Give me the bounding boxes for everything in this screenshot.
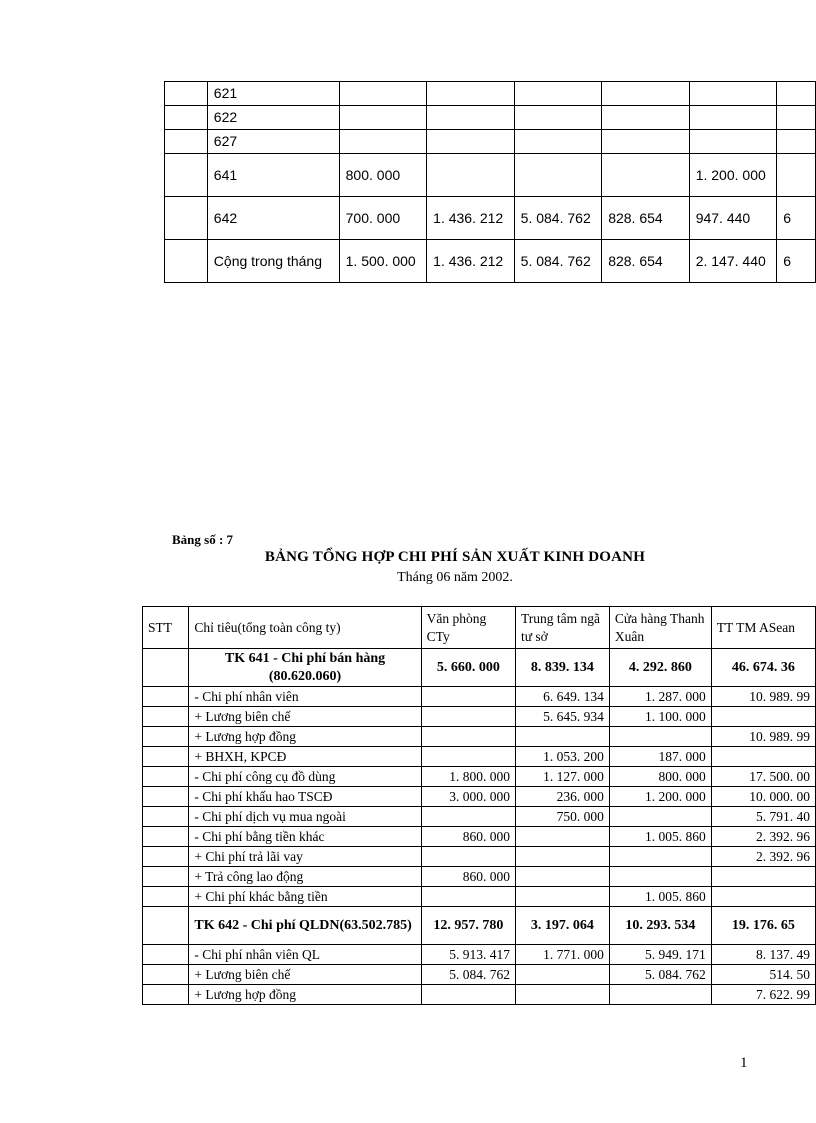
table-row bbox=[165, 82, 816, 106]
table-cell: 1. 436. 212 bbox=[427, 240, 515, 283]
account-cell: 642 bbox=[207, 197, 339, 240]
value-cell bbox=[609, 867, 711, 887]
table-cell bbox=[143, 807, 189, 827]
value-cell: 860. 000 bbox=[421, 867, 515, 887]
table-row bbox=[143, 965, 816, 985]
value-cell bbox=[609, 985, 711, 1005]
value-cell: 5. 645. 934 bbox=[515, 707, 609, 727]
value-cell: 1. 005. 860 bbox=[609, 887, 711, 907]
row-label: + Trả công lao động bbox=[189, 867, 421, 887]
value-cell bbox=[421, 707, 515, 727]
value-cell: 1. 800. 000 bbox=[421, 767, 515, 787]
table-cell bbox=[165, 82, 208, 106]
value-cell: 1. 771. 000 bbox=[515, 945, 609, 965]
table-row bbox=[143, 887, 816, 907]
table-cell: 828. 654 bbox=[602, 240, 690, 283]
value-cell: 2. 392. 96 bbox=[711, 827, 815, 847]
table-caption: Bảng số : 7 bbox=[172, 532, 234, 547]
table-cell bbox=[143, 965, 189, 985]
table-cell: 5. 084. 762 bbox=[514, 240, 602, 283]
value-cell: 7. 622. 99 bbox=[711, 985, 815, 1005]
value-cell: 750. 000 bbox=[515, 807, 609, 827]
row-label: TK 642 - Chi phí QLDN(63.502.785) bbox=[189, 907, 421, 945]
value-cell bbox=[609, 727, 711, 747]
table-row bbox=[143, 727, 816, 747]
table-cell: 800. 000 bbox=[339, 154, 427, 197]
table-cell bbox=[777, 106, 816, 130]
table-header-row bbox=[143, 607, 816, 649]
value-cell: 12. 957. 780 bbox=[421, 907, 515, 945]
value-cell: 17. 500. 00 bbox=[711, 767, 815, 787]
value-cell: 5. 660. 000 bbox=[421, 649, 515, 687]
table-row bbox=[143, 707, 816, 727]
table-cell bbox=[427, 106, 515, 130]
value-cell: 8. 839. 134 bbox=[515, 649, 609, 687]
table-cell bbox=[143, 727, 189, 747]
value-cell: 5. 084. 762 bbox=[609, 965, 711, 985]
table-cell bbox=[143, 887, 189, 907]
value-cell bbox=[711, 747, 815, 767]
table-cell bbox=[427, 82, 515, 106]
value-cell bbox=[609, 847, 711, 867]
row-label: - Chi phí dịch vụ mua ngoài bbox=[189, 807, 421, 827]
value-cell bbox=[711, 887, 815, 907]
value-cell: 1. 200. 000 bbox=[609, 787, 711, 807]
table-cell: 947. 440 bbox=[689, 197, 777, 240]
value-cell: 236. 000 bbox=[515, 787, 609, 807]
table-row bbox=[143, 827, 816, 847]
production-cost-summary-table bbox=[142, 606, 816, 1005]
row-label: + BHXH, KPCĐ bbox=[189, 747, 421, 767]
value-cell: 46. 674. 36 bbox=[711, 649, 815, 687]
table-cell: 1. 436. 212 bbox=[427, 197, 515, 240]
table-cell bbox=[143, 827, 189, 847]
table-cell: 6 bbox=[777, 240, 816, 283]
value-cell: 3. 197. 064 bbox=[515, 907, 609, 945]
table-cell bbox=[427, 154, 515, 197]
table-cell bbox=[689, 82, 777, 106]
value-cell bbox=[515, 727, 609, 747]
header-office: Văn phòng CTy bbox=[421, 607, 515, 649]
row-label: - Chi phí công cụ đồ dùng bbox=[189, 767, 421, 787]
row-label: + Lương biên chế bbox=[189, 707, 421, 727]
value-cell: 800. 000 bbox=[609, 767, 711, 787]
value-cell: 1. 100. 000 bbox=[609, 707, 711, 727]
value-cell bbox=[421, 747, 515, 767]
table-cell bbox=[143, 649, 189, 687]
table-row bbox=[143, 747, 816, 767]
value-cell: 3. 000. 000 bbox=[421, 787, 515, 807]
account-cell: Cộng trong tháng bbox=[207, 240, 339, 283]
value-cell: 10. 989. 99 bbox=[711, 687, 815, 707]
value-cell: 514. 50 bbox=[711, 965, 815, 985]
table-cell bbox=[143, 687, 189, 707]
table-cell bbox=[427, 130, 515, 154]
row-label: TK 641 - Chi phí bán hàng (80.620.060) bbox=[189, 649, 421, 687]
value-cell: 5. 949. 171 bbox=[609, 945, 711, 965]
document-title: BẢNG TỔNG HỢP CHI PHÍ SẢN XUẤT KINH DOANH bbox=[264, 549, 646, 565]
table-row bbox=[165, 154, 816, 197]
value-cell: 4. 292. 860 bbox=[609, 649, 711, 687]
table-cell bbox=[165, 197, 208, 240]
row-label: + Lương biên chế bbox=[189, 965, 421, 985]
value-cell bbox=[711, 707, 815, 727]
header-asean: TT TM ASean bbox=[711, 607, 815, 649]
value-cell: 6. 649. 134 bbox=[515, 687, 609, 707]
table-cell bbox=[143, 907, 189, 945]
row-label: + Lương hợp đồng bbox=[189, 727, 421, 747]
value-cell: 10. 293. 534 bbox=[609, 907, 711, 945]
page-number: 1 bbox=[740, 1055, 748, 1071]
value-cell bbox=[421, 807, 515, 827]
table-cell: 828. 654 bbox=[602, 197, 690, 240]
value-cell: 2. 392. 96 bbox=[711, 847, 815, 867]
table-cell: 6 bbox=[777, 197, 816, 240]
header-stt: STT bbox=[143, 607, 189, 649]
table-row bbox=[165, 197, 816, 240]
table-row bbox=[143, 847, 816, 867]
table-cell bbox=[602, 82, 690, 106]
row-label: - Chi phí khấu hao TSCĐ bbox=[189, 787, 421, 807]
row-label: + Lương hợp đồng bbox=[189, 985, 421, 1005]
table-cell bbox=[143, 747, 189, 767]
value-cell bbox=[609, 807, 711, 827]
value-cell bbox=[515, 847, 609, 867]
table-cell: 2. 147. 440 bbox=[689, 240, 777, 283]
value-cell bbox=[515, 985, 609, 1005]
table-cell bbox=[143, 867, 189, 887]
cost-allocation-table bbox=[164, 81, 816, 283]
value-cell bbox=[421, 687, 515, 707]
table-cell bbox=[602, 130, 690, 154]
table-cell bbox=[143, 847, 189, 867]
value-cell: 8. 137. 49 bbox=[711, 945, 815, 965]
header-center: Trung tâm ngã tư sở bbox=[515, 607, 609, 649]
value-cell bbox=[421, 985, 515, 1005]
table-cell bbox=[689, 130, 777, 154]
value-cell: 1. 287. 000 bbox=[609, 687, 711, 707]
table-cell bbox=[143, 945, 189, 965]
value-cell bbox=[515, 887, 609, 907]
table-row bbox=[143, 907, 816, 945]
value-cell: 860. 000 bbox=[421, 827, 515, 847]
table-cell bbox=[143, 767, 189, 787]
table-cell: 1. 500. 000 bbox=[339, 240, 427, 283]
value-cell: 1. 005. 860 bbox=[609, 827, 711, 847]
table-row bbox=[143, 649, 816, 687]
table-cell bbox=[339, 106, 427, 130]
account-cell: 621 bbox=[207, 82, 339, 106]
row-label: + Chi phí khác bằng tiền bbox=[189, 887, 421, 907]
value-cell: 19. 176. 65 bbox=[711, 907, 815, 945]
table-cell bbox=[165, 130, 208, 154]
value-cell: 5. 791. 40 bbox=[711, 807, 815, 827]
table-cell bbox=[514, 106, 602, 130]
table-row bbox=[165, 240, 816, 283]
header-store: Cửa hàng Thanh Xuân bbox=[609, 607, 711, 649]
value-cell: 1. 053. 200 bbox=[515, 747, 609, 767]
value-cell: 187. 000 bbox=[609, 747, 711, 767]
table-cell bbox=[339, 130, 427, 154]
table-row bbox=[143, 687, 816, 707]
table-row bbox=[143, 787, 816, 807]
table-cell bbox=[602, 154, 690, 197]
value-cell: 10. 989. 99 bbox=[711, 727, 815, 747]
account-cell: 622 bbox=[207, 106, 339, 130]
table-row bbox=[143, 767, 816, 787]
value-cell bbox=[515, 867, 609, 887]
value-cell bbox=[711, 867, 815, 887]
row-label: - Chi phí nhân viên QL bbox=[189, 945, 421, 965]
table-cell bbox=[143, 985, 189, 1005]
row-label: - Chi phí bằng tiền khác bbox=[189, 827, 421, 847]
table-cell bbox=[143, 707, 189, 727]
account-cell: 641 bbox=[207, 154, 339, 197]
table-cell bbox=[165, 154, 208, 197]
table-cell bbox=[143, 787, 189, 807]
value-cell bbox=[421, 727, 515, 747]
table-cell bbox=[165, 240, 208, 283]
table-cell bbox=[514, 154, 602, 197]
table-cell bbox=[777, 154, 816, 197]
header-indicator: Chỉ tiêu(tổng toàn công ty) bbox=[189, 607, 421, 649]
table-cell bbox=[165, 106, 208, 130]
account-cell: 627 bbox=[207, 130, 339, 154]
table-cell bbox=[689, 106, 777, 130]
table-cell: 700. 000 bbox=[339, 197, 427, 240]
row-label: - Chi phí nhân viên bbox=[189, 687, 421, 707]
value-cell bbox=[421, 847, 515, 867]
table-cell bbox=[777, 130, 816, 154]
table-cell bbox=[514, 130, 602, 154]
table-cell bbox=[514, 82, 602, 106]
value-cell: 5. 913. 417 bbox=[421, 945, 515, 965]
table-cell bbox=[602, 106, 690, 130]
table-cell: 1. 200. 000 bbox=[689, 154, 777, 197]
table-cell bbox=[777, 82, 816, 106]
table-row bbox=[165, 130, 816, 154]
document-subtitle: Tháng 06 năm 2002. bbox=[397, 570, 513, 585]
table-row bbox=[143, 945, 816, 965]
value-cell bbox=[515, 965, 609, 985]
table-row bbox=[143, 867, 816, 887]
value-cell: 5. 084. 762 bbox=[421, 965, 515, 985]
table-row bbox=[143, 807, 816, 827]
row-label: + Chi phí trả lãi vay bbox=[189, 847, 421, 867]
table-cell bbox=[339, 82, 427, 106]
value-cell: 10. 000. 00 bbox=[711, 787, 815, 807]
value-cell bbox=[421, 887, 515, 907]
table-row bbox=[143, 985, 816, 1005]
value-cell bbox=[515, 827, 609, 847]
value-cell: 1. 127. 000 bbox=[515, 767, 609, 787]
table-cell: 5. 084. 762 bbox=[514, 197, 602, 240]
table-row bbox=[165, 106, 816, 130]
